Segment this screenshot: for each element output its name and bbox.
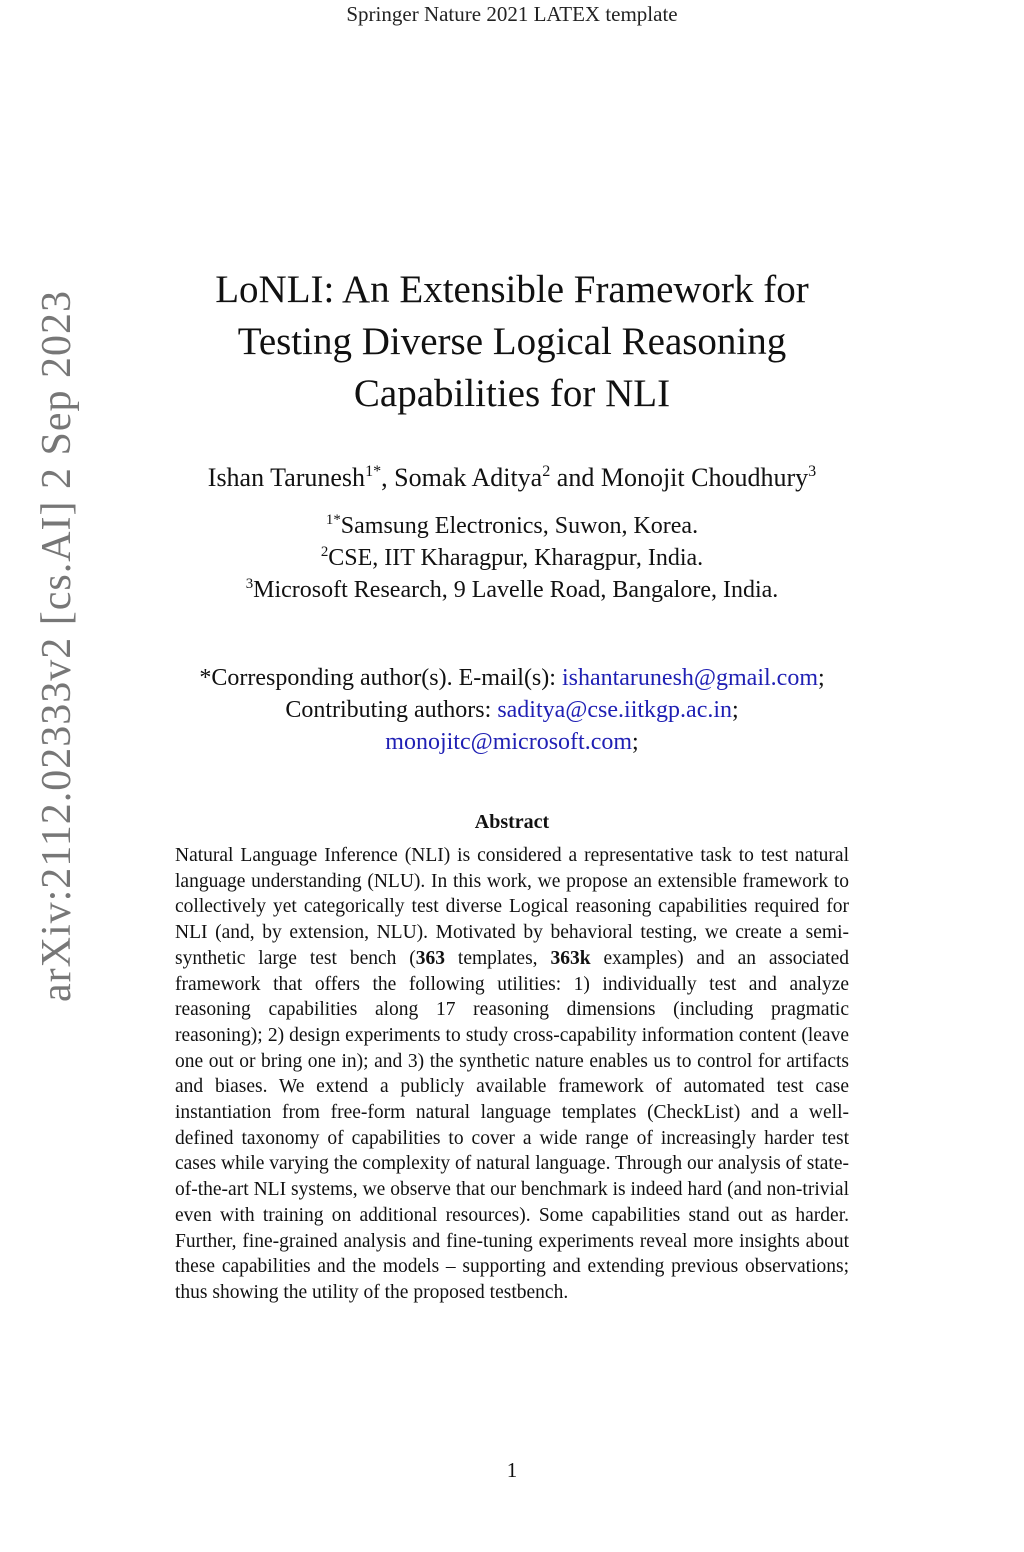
abstract-text: examples) and an associated framework that offers the following utilities: 1) individually test and analyze reasoning capabilities along 17 reasoning dimensions (including pragmatic reasoning); 2) design experiments to study cross-capability information content (leave one out or bring one in); and 3) the synthetic nature enables us to control for artifacts and biases. We extend a publicly available framework of automated test case instantiation from free-form natural language templates (CheckList) and a well-defined taxonomy of capabilities to cover a wide range of increasingly harder test cases while varying the complexity of natural language. Through our analysis of state-of-the-art NLI systems, we observe that our benchmark is indeed hard (and non-trivial even with training on additional resources). Some capabilities stand out as harder. Further, fine-grained analysis and fine-tuning experiments reveal more insights about these capabilities and the models – supporting and extending previous observations; thus showing the utility of the proposed testbench.: [175, 947, 850, 1303]
title-line-1: LoNLI: An Extensible Framework for: [215, 268, 809, 311]
email-separator: ;: [632, 729, 639, 755]
author-name: Somak Aditya: [394, 463, 543, 492]
author-separator: ,: [381, 463, 395, 492]
affiliation-text: Samsung Electronics, Suwon, Korea.: [340, 513, 699, 539]
corresponding-author-line: [100, 662, 924, 694]
affiliation-text: CSE, IIT Kharagpur, Kharagpur, India.: [328, 545, 704, 571]
contributing-label: Contributing authors:: [285, 697, 498, 723]
affiliation: [100, 574, 924, 606]
author-name: Monojit Choudhury: [600, 463, 809, 492]
contributing-email-link[interactable]: monojitc@microsoft.com: [385, 729, 633, 755]
title-line-2: Testing Diverse Logical Reasoning: [237, 320, 787, 363]
corresponding-label: *Corresponding author(s). E-mail(s):: [199, 665, 562, 691]
author-affiliation-mark: 3: [808, 463, 817, 481]
email-separator: ;: [732, 697, 739, 723]
email-separator: ;: [817, 665, 825, 691]
author-separator: and: [550, 463, 601, 492]
running-head: Springer Nature 2021 LATEX template: [346, 2, 678, 26]
abstract-text: Natural Language Inference (NLI) is considered a representative task to test natural language understanding (NLU). In this work, we propose an extensible framework to collectively yet categorically test diverse Logical reasoning capabilities required for NLI (and, by extension, NLU). Motivated by behavioral testing, we create a semi-synthetic large test bench (: [175, 845, 849, 969]
affiliation-mark: 1*: [325, 511, 341, 528]
affiliation: [100, 510, 924, 542]
title-line-3: Capabilities for NLI: [353, 372, 671, 415]
author-list: [100, 460, 924, 496]
contributing-email-line: [100, 726, 924, 758]
author-affiliation-mark: 1*: [365, 463, 382, 481]
correspondence-block: [100, 662, 924, 758]
paper-title: [130, 264, 894, 420]
author-affiliation-mark: 2: [542, 463, 551, 481]
contributing-email-link[interactable]: saditya@cse.iitkgp.ac.in: [497, 697, 733, 723]
abstract-heading: Abstract: [474, 811, 550, 833]
arxiv-identifier: arXiv:2112.02333v2 [cs.AI] 2 Sep 2023: [34, 289, 80, 1002]
affiliation-mark: 2: [320, 543, 329, 560]
affiliation: [100, 542, 924, 574]
author-name: Ishan Tarunesh: [207, 463, 366, 492]
affiliation-list: [100, 510, 924, 606]
examples-count: 363k: [550, 947, 591, 969]
affiliation-mark: 3: [245, 575, 254, 592]
corresponding-email-link[interactable]: ishantarunesh@gmail.com: [561, 665, 818, 691]
abstract-text: templates,: [445, 947, 551, 969]
templates-count: 363: [415, 947, 446, 969]
page-number: 1: [506, 1458, 518, 1482]
contributing-authors-line: [100, 694, 924, 726]
abstract-body: [175, 843, 849, 1306]
affiliation-text: Microsoft Research, 9 Lavelle Road, Bangalore, India.: [253, 577, 779, 603]
